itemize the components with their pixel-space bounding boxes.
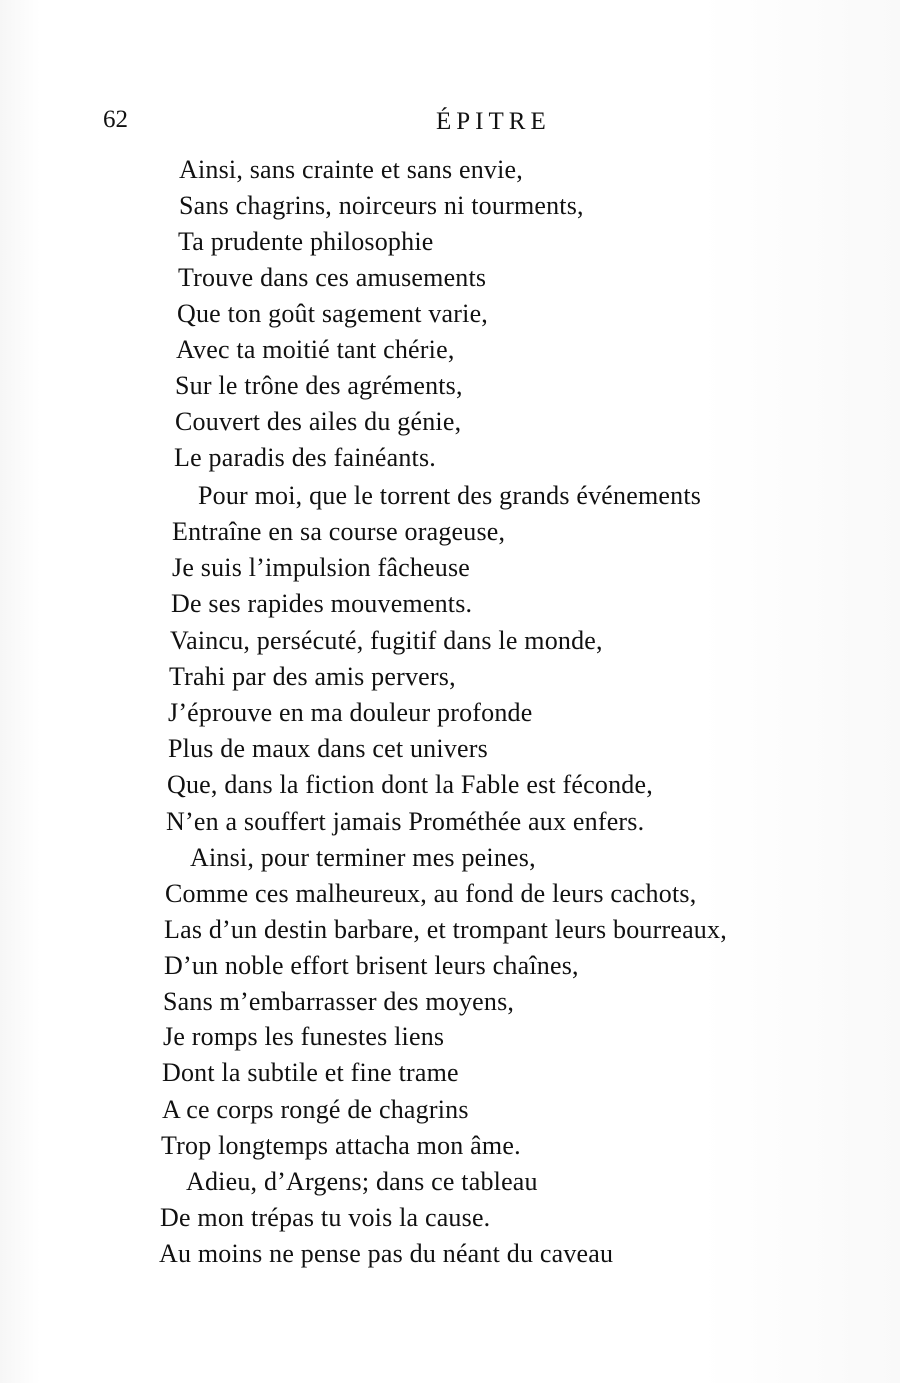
poem-line: De mon trépas tu vois la cause. [160,1203,491,1232]
poem-line: Vaincu, persécuté, fugitif dans le monde, [170,626,603,655]
poem-line: N’en a souffert jamais Prométhée aux enfers. [166,807,645,836]
poem-line: Ainsi, pour terminer mes peines, [190,843,536,872]
poem-line: Pour moi, que le torrent des grands événements [198,481,702,510]
page-number: 62 [103,106,128,133]
poem-line: Adieu, d’Argens; dans ce tableau [186,1167,538,1196]
poem-line: Je suis l’impulsion fâcheuse [172,553,471,582]
poem-line: D’un noble effort brisent leurs chaînes, [164,951,579,980]
poem-line: Ainsi, sans crainte et sans envie, [179,155,523,184]
poem-line: Sans chagrins, noirceurs ni tourments, [179,191,584,220]
poem-line: Le paradis des fainéants. [174,443,437,472]
poem-line: A ce corps rongé de chagrins [162,1095,469,1124]
poem-line: Plus de maux dans cet univers [168,734,488,763]
poem-line: Avec ta moitié tant chérie, [176,335,455,364]
poem-line: De ses rapides mouvements. [171,589,473,618]
poem-line: Je romps les funestes liens [163,1022,445,1051]
poem-line: Comme ces malheureux, au fond de leurs cachots, [165,879,697,908]
poem-line: J’éprouve en ma douleur profonde [168,698,533,727]
poem-line: Que, dans la fiction dont la Fable est féconde, [167,770,653,799]
poem-line: Entraîne en sa course orageuse, [172,517,506,546]
poem-line: Dont la subtile et fine trame [162,1058,459,1087]
poem-line: Couvert des ailes du génie, [175,407,462,436]
poem-line: Que ton goût sagement varie, [177,299,489,328]
running-head: ÉPITRE [436,108,551,135]
poem-line: Au moins ne pense pas du néant du caveau [159,1239,614,1268]
poem-line: Trop longtemps attacha mon âme. [161,1131,521,1160]
poem-line: Las d’un destin barbare, et trompant leurs bourreaux, [164,915,727,944]
poem-line: Trahi par des amis pervers, [169,662,456,691]
poem-line: Trouve dans ces amusements [178,263,487,292]
poem-line: Sans m’embarrasser des moyens, [163,987,515,1016]
poem-line: Sur le trône des agréments, [175,371,463,400]
poem-line: Ta prudente philosophie [178,227,434,256]
